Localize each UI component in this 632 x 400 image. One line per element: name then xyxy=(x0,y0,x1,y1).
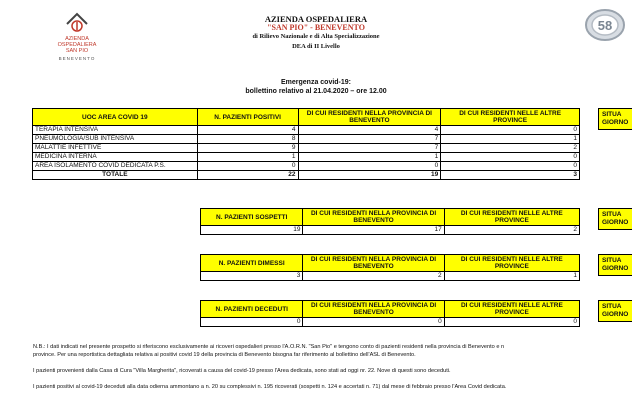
side-label-line2: GIORNO xyxy=(602,311,629,318)
row-altre: 1 xyxy=(441,135,580,144)
deceduti-bn-value: 0 xyxy=(303,318,444,327)
row-name: PNEUMOLOGIA/SUB INTENSIVA xyxy=(33,135,198,144)
header-subtitle: "SAN PIO" - BENEVENTO xyxy=(267,23,365,32)
row-name: MEDICINA INTERNA xyxy=(33,153,198,162)
dimessi-table xyxy=(200,254,580,281)
row-bn: 7 xyxy=(298,144,441,153)
bulletin-line1: Emergenza covid-19: xyxy=(280,79,352,86)
main-table xyxy=(32,108,580,180)
row-bn: 0 xyxy=(298,162,441,171)
deceduti-altre-header: DI CUI RESIDENTI NELLE ALTRE PROVINCE xyxy=(444,301,579,318)
note-1b: province. Per una reportistica dettagliata relativa ai positivi covid 19 della provincia di Benevento bisogna far riferimento al bollettino dell'ASL di Benevento. xyxy=(33,352,416,358)
logo-line3: SAN PIO xyxy=(65,48,89,54)
header-title: AZIENDA OSPEDALIERA xyxy=(264,14,368,24)
side-label-line2: GIORNO xyxy=(602,219,629,226)
header-line3: di Rilievo Nazionale e di Alta Specializzazione xyxy=(252,33,380,40)
row-positivi: 1 xyxy=(197,153,298,162)
table-row xyxy=(33,162,580,171)
row-bn: 1 xyxy=(298,153,441,162)
channel-badge-icon xyxy=(584,8,626,42)
dimessi-header: N. PAZIENTI DIMESSI xyxy=(201,255,303,272)
total-positivi: 22 xyxy=(197,171,298,180)
row-altre: 2 xyxy=(441,144,580,153)
sospetti-altre-header: DI CUI RESIDENTI NELLE ALTRE PROVINCE xyxy=(444,209,579,226)
sospetti-bn-header: DI CUI RESIDENTI NELLA PROVINCIA DI BENEVENTO xyxy=(303,209,444,226)
sospetti-value: 19 xyxy=(201,226,303,235)
row-altre: 0 xyxy=(441,153,580,162)
total-label: TOTALE xyxy=(33,171,198,180)
side-label-line2: GIORNO xyxy=(602,119,629,126)
side-situazione-4 xyxy=(598,300,632,322)
channel-number: 58 xyxy=(597,18,613,33)
bulletin-line2: bollettino relativo al 21.04.2020 – ore 12.00 xyxy=(245,88,387,95)
total-bn: 19 xyxy=(298,171,441,180)
row-positivi: 0 xyxy=(197,162,298,171)
table-row xyxy=(33,153,580,162)
row-positivi: 4 xyxy=(197,126,298,135)
col-positivi: N. PAZIENTI POSITIVI xyxy=(197,109,298,126)
side-label-line2: GIORNO xyxy=(602,265,629,272)
deceduti-value: 0 xyxy=(201,318,303,327)
col-altre-province: DI CUI RESIDENTI NELLE ALTRE PROVINCE xyxy=(441,109,580,126)
row-name: TERAPIA INTENSIVA xyxy=(33,126,198,135)
dimessi-altre-header: DI CUI RESIDENTI NELLE ALTRE PROVINCE xyxy=(444,255,579,272)
table-row xyxy=(33,126,580,135)
note-1a: N.B.: I dati indicati nel presente prospetto si riferiscono esclusivamente ai ricoveri ospedalieri presso l'A.O.R.N. "San Pio" e tengono conto di pazienti residenti nella provincia di Benevento e n xyxy=(33,344,505,350)
sospetti-table xyxy=(200,208,580,235)
deceduti-header: N. PAZIENTI DECEDUTI xyxy=(201,301,303,318)
side-label-line1: SITUA xyxy=(602,211,622,218)
side-situazione-1 xyxy=(598,108,632,130)
sospetti-altre-value: 2 xyxy=(444,226,579,235)
channel-logo xyxy=(584,8,626,47)
header-line4: DEA di II Livello xyxy=(292,43,340,50)
side-label-line1: SITUA xyxy=(602,111,622,118)
row-altre: 0 xyxy=(441,126,580,135)
table-row xyxy=(33,135,580,144)
row-bn: 4 xyxy=(298,126,441,135)
total-altre: 3 xyxy=(441,171,580,180)
sospetti-header: N. PAZIENTI SOSPETTI xyxy=(201,209,303,226)
side-label-line1: SITUA xyxy=(602,303,622,310)
row-name: AREA ISOLAMENTO COVID DEDICATA P.S. xyxy=(33,162,198,171)
note-3: I pazienti positivi al covid-19 deceduti alla data odierna ammontano a n. 20 su complessivi n. 195 ricoverati (sospetti n. 124 e accertati n. 71) dal mese di febbraio presso l'Area Covid dedicata. xyxy=(33,384,507,390)
deceduti-table xyxy=(200,300,580,327)
main-table-header xyxy=(33,109,580,126)
deceduti-altre-value: 0 xyxy=(444,318,579,327)
logo-line1: AZIENDA xyxy=(65,36,89,42)
note-2: I pazienti provenienti dalla Casa di Cura "Villa Margherita", ricoverati a causa del covid-19 presso l'Area dedicata, sono stati ad oggi nr. 22. Nove di questi sono deceduti. xyxy=(33,368,451,374)
side-situazione-2 xyxy=(598,208,632,230)
deceduti-bn-header: DI CUI RESIDENTI NELLA PROVINCIA DI BENEVENTO xyxy=(303,301,444,318)
dimessi-bn-value: 2 xyxy=(303,272,444,281)
row-altre: 0 xyxy=(441,162,580,171)
dimessi-altre-value: 1 xyxy=(444,272,579,281)
row-positivi: 9 xyxy=(197,144,298,153)
col-uoc: UOC AREA COVID 19 xyxy=(33,109,198,126)
side-situazione-3 xyxy=(598,254,632,276)
row-positivi: 8 xyxy=(197,135,298,144)
col-residenti-bn: DI CUI RESIDENTI NELLA PROVINCIA DI BENEVENTO xyxy=(298,109,441,126)
sospetti-bn-value: 17 xyxy=(303,226,444,235)
row-name: MALATTIE INFETTIVE xyxy=(33,144,198,153)
total-row xyxy=(33,171,580,180)
table-row xyxy=(33,144,580,153)
side-label-line1: SITUA xyxy=(602,257,622,264)
logo-line2: OSPEDALIERA xyxy=(57,42,97,48)
row-bn: 7 xyxy=(298,135,441,144)
dimessi-bn-header: DI CUI RESIDENTI NELLA PROVINCIA DI BENEVENTO xyxy=(303,255,444,272)
logo-city: BENEVENTO xyxy=(58,56,96,61)
dimessi-value: 3 xyxy=(201,272,303,281)
